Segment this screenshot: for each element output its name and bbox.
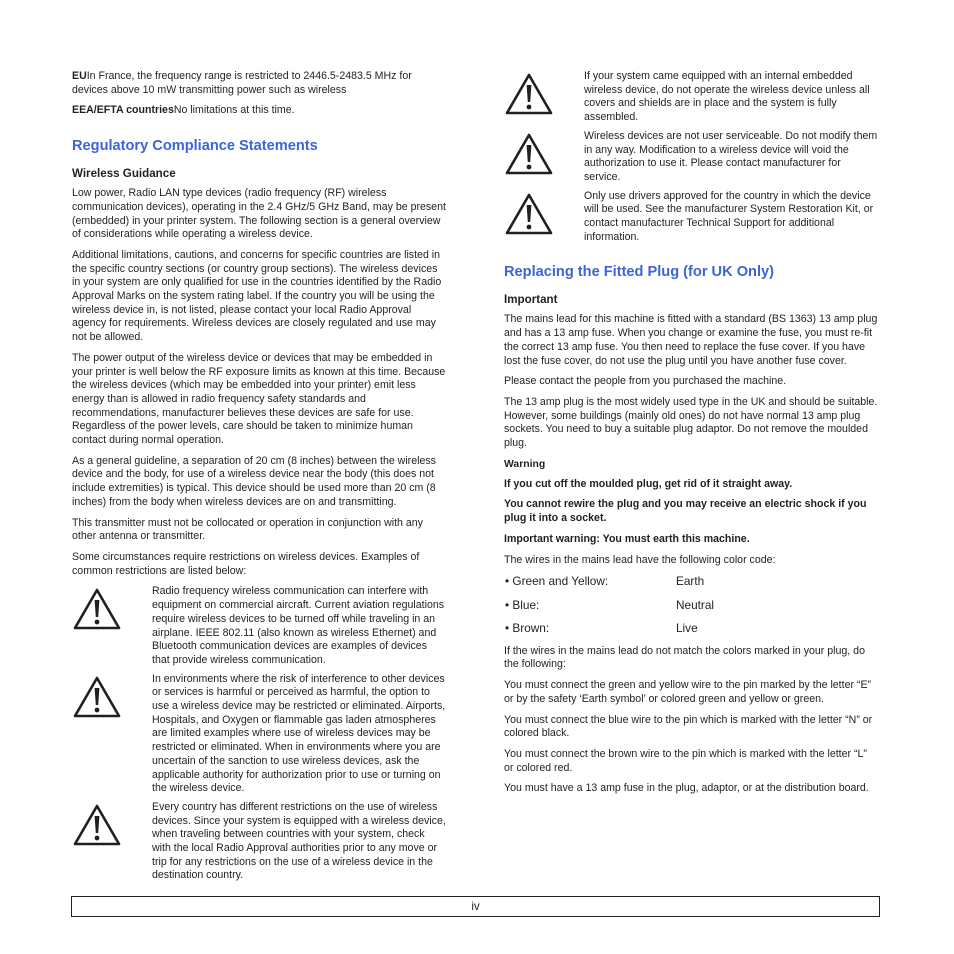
regulatory-heading: Regulatory Compliance Statements bbox=[72, 138, 318, 155]
wire-color: • Green and Yellow: bbox=[505, 574, 609, 589]
paragraph: If the wires in the mains lead do not match the colors marked in your plug, do the following: bbox=[504, 644, 865, 671]
paragraph: You must connect the green and yellow wire to the pin marked by the letter “E” or by the safety ‘Earth symbol’ or colored green and yellow or green. bbox=[504, 679, 872, 705]
paragraph: You must connect the blue wire to the pin which is marked with the letter “N” or colored black. bbox=[504, 713, 873, 740]
eea-label: EEA/EFTA countries bbox=[72, 104, 174, 117]
paragraph: Please contact the people from you purchased the machine. bbox=[504, 375, 787, 388]
wireless-guidance-subheading: Wireless Guidance bbox=[72, 167, 176, 181]
wire-meaning: Live bbox=[676, 621, 698, 636]
wire-color: • Brown: bbox=[505, 621, 550, 636]
bold-statement: You cannot rewire the plug and you may receive an electric shock if you plug it into a socket. bbox=[504, 498, 867, 525]
left-column bbox=[72, 70, 446, 888]
warning-block bbox=[72, 585, 446, 667]
paragraph: Low power, Radio LAN type devices (radio frequency (RF) wireless communication devices), operating in the 2.4 GHz/5 GHz Band, may be present (embedded) in your printer system. The following section is a general overview of considerations while operating a wireless device. bbox=[72, 187, 446, 241]
paragraph: The power output of the wireless device or devices that may be embedded in your printer is well below the RF exposure limits as known at this time. Because the wireless devices (which may be embedded into your printer) emit less energy than is allowed in radio frequency safety standards and recommendations, manufacturer believes these devices are safe for use. Regardless of the power levels, care should be taken to minimize human contact during normal operation. bbox=[72, 351, 446, 447]
warning-triangle-icon bbox=[504, 190, 584, 241]
uk-plug-heading: Replacing the Fitted Plug (for UK Only) bbox=[504, 264, 774, 281]
paragraph: As a general guideline, a separation of 20 cm (8 inches) between the wireless device and the body, for use of a wireless device near the body (this does not include extremities) is typical. This device should be used more than 20 cm (8 inches) from the body when wireless devices are on and transmitting. bbox=[72, 454, 436, 508]
warning-text: If your system came equipped with an internal embedded wireless device, do not operate the wireless device unless all covers and shields are in place and the system is fully assembled. bbox=[584, 70, 870, 124]
warning-triangle-icon bbox=[72, 673, 152, 724]
color-code-row bbox=[504, 598, 878, 612]
paragraph: The mains lead for this machine is fitted with a standard (BS 1363) 13 amp plug and has a 13 amp fuse. When you change or examine the fuse, you must re-fit the correct 13 amp fuse. You then need to replace the fuse cover. If you have lost the fuse cover, do not use the plug until you have another fuse cover. bbox=[504, 313, 878, 367]
paragraph: This transmitter must not be collocated or operation in conjunction with any other antenna or transmitter. bbox=[72, 516, 423, 543]
warning-text: Only use drivers approved for the country in which the device will be used. See the manufacturer System Restoration Kit, or contact manufacturer Technical Support for additional information. bbox=[584, 189, 874, 243]
warning-block bbox=[504, 130, 878, 185]
warning-label: Warning bbox=[504, 458, 546, 470]
page-footer bbox=[71, 896, 880, 917]
paragraph: Some circumstances require restrictions on wireless devices. Examples of common restrictions are listed below: bbox=[72, 550, 420, 577]
warning-block bbox=[504, 190, 878, 245]
wire-meaning: Neutral bbox=[676, 597, 715, 612]
eea-text: No limitations at this time. bbox=[173, 104, 295, 117]
bold-statement: Important warning: You must earth this machine. bbox=[504, 532, 750, 545]
warning-text: Wireless devices are not user serviceable. Do not modify them in any way. Modification to a wireless device will void the authorization to use it. Please contact manufacturer for service. bbox=[584, 129, 878, 183]
warning-block bbox=[504, 70, 878, 125]
warning-triangle-icon bbox=[72, 585, 152, 636]
eu-text: In France, the frequency range is restricted to 2446.5-2483.5 MHz for devices above 10 mW transmitting power such as wireless bbox=[72, 70, 412, 96]
warning-text: Every country has different restrictions on the use of wireless devices. Since your system is equipped with a wireless device, when traveling between countries with your system, check with the local Radio Approval authorities prior to any move or trip for any restrictions on the use of a wireless device in the destination country. bbox=[152, 800, 446, 882]
warning-triangle-icon bbox=[504, 70, 584, 121]
warning-triangle-icon bbox=[72, 801, 152, 852]
paragraph: Additional limitations, cautions, and concerns for specific countries are listed in the specific country sections (or country group sections). The wireless devices in your system are only qualified for use in the countries identified by the Radio Approval Marks on the system rating label. If the country you will be using the wireless device in, is not listed, please contact your local Radio Approval agency for requirements. Wireless devices are closely regulated and use may not be allowed. bbox=[72, 248, 442, 344]
paragraph: You must have a 13 amp fuse in the plug, adaptor, or at the distribution board. bbox=[504, 782, 869, 795]
warning-block bbox=[72, 801, 446, 883]
wire-meaning: Earth bbox=[676, 574, 705, 589]
warning-triangle-icon bbox=[504, 130, 584, 181]
paragraph: The 13 amp plug is the most widely used type in the UK and should be suitable. However, some buildings (mainly old ones) do not have normal 13 amp plug sockets. You need to buy a suitable plug adaptor. Do not remove the moulded plug. bbox=[504, 395, 878, 450]
bold-statement: If you cut off the moulded plug, get rid of it straight away. bbox=[504, 477, 793, 490]
important-subheading: Important bbox=[504, 293, 558, 307]
color-intro: The wires in the mains lead have the following color code: bbox=[504, 553, 776, 566]
color-code-row bbox=[504, 621, 878, 635]
eea-note bbox=[72, 104, 446, 118]
warning-block bbox=[72, 673, 446, 796]
paragraph: You must connect the brown wire to the pin which is marked with the letter “L” or colored red. bbox=[504, 748, 867, 774]
eu-note bbox=[72, 70, 446, 97]
warning-text: Radio frequency wireless communication can interfere with equipment on commercial aircraft. Current aviation regulations require wireless devices to be turned off while traveling in an airplane. IEEE 802.11 (also known as wireless Ethernet) and Bluetooth communication devices are examples of devices that provide wireless communication. bbox=[152, 585, 445, 666]
wire-color: • Blue: bbox=[505, 597, 540, 612]
color-code-row bbox=[504, 574, 878, 588]
warning-text: In environments where the risk of interference to other devices or services is harmful or perceived as harmful, the option to use a wireless device may be restricted or eliminated. Airports, Hospitals, and Oxygen or flammable gas laden atmospheres are limited examples where use of wireless devices may be restricted or eliminated. When in environments where you are uncertain of the sanction to use wireless devices, ask the applicable authority for authorization prior to use or turning on the wireless device. bbox=[152, 672, 446, 795]
right-column bbox=[504, 70, 878, 803]
color-code-list bbox=[504, 574, 878, 635]
eu-label: EU bbox=[72, 70, 87, 82]
page-number: iv bbox=[471, 900, 480, 913]
